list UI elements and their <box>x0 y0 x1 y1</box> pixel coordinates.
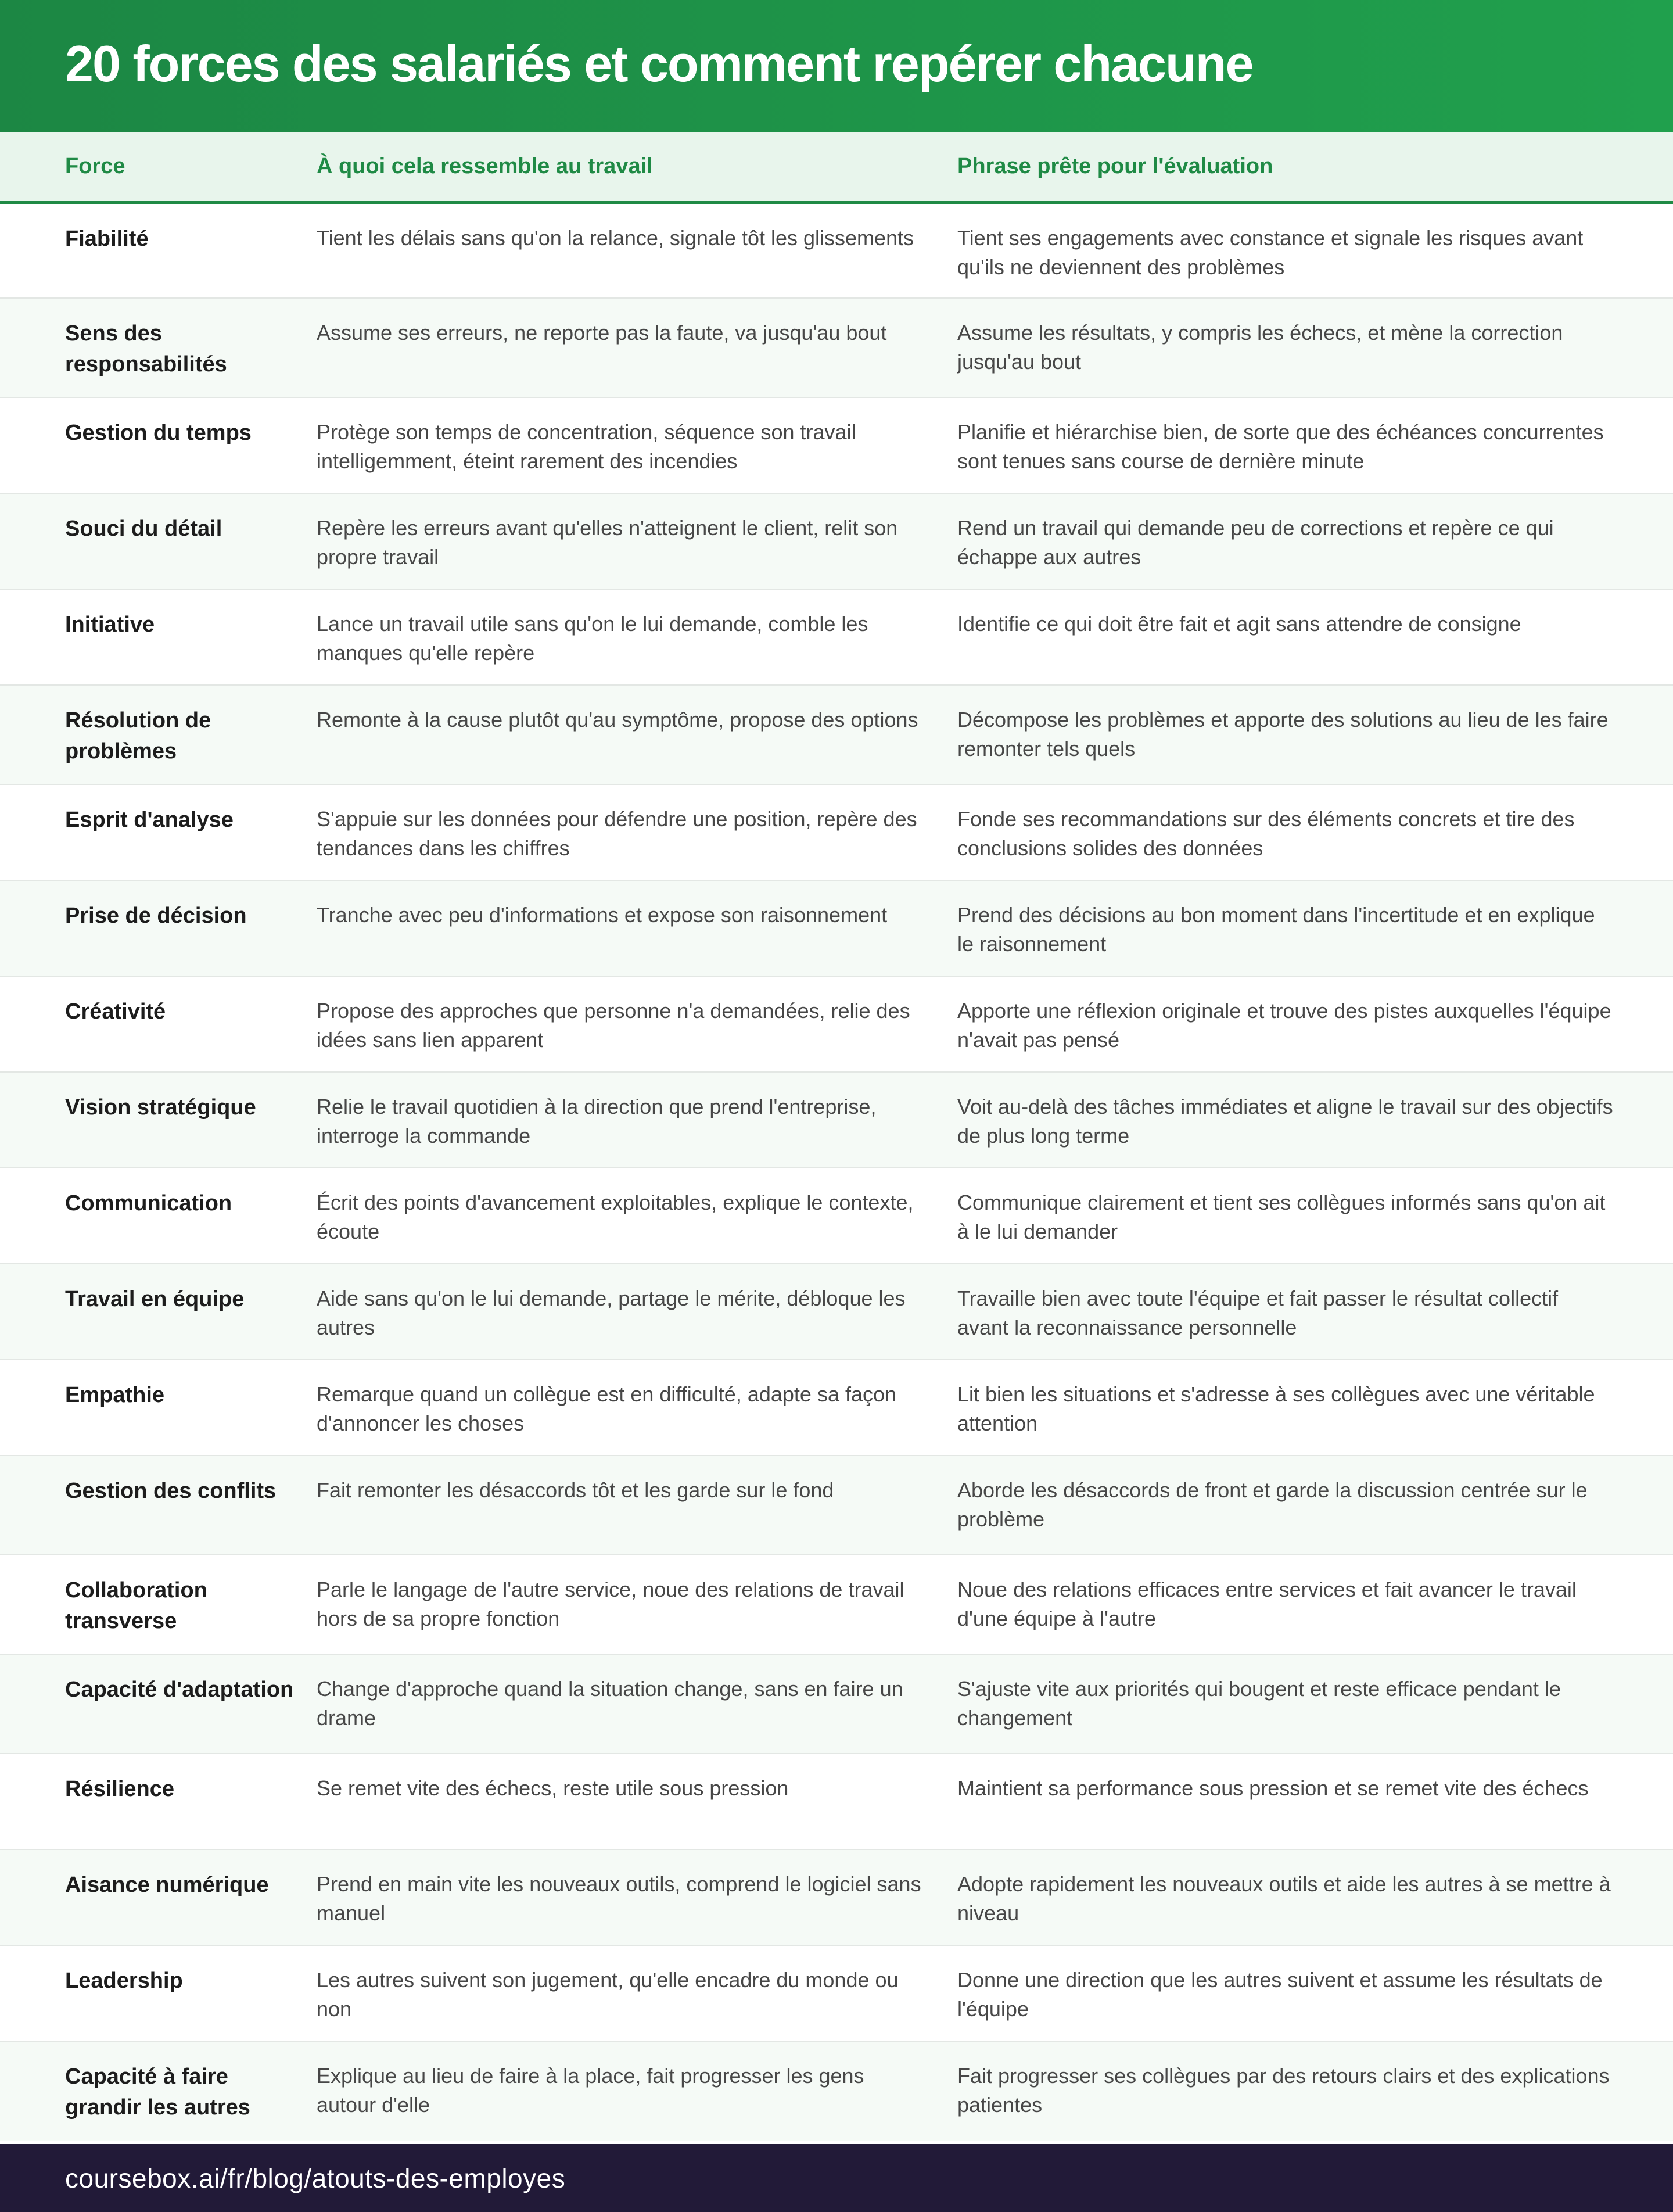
cell-work-behavior: Les autres suivent son jugement, qu'elle encadre du monde ou non <box>317 1968 899 2021</box>
cell-work-behavior: Change d'approche quand la situation change, sans en faire un drame <box>317 1677 903 1730</box>
cell-work-behavior: Relie le travail quotidien à la direction que prend l'entreprise, interroge la commande <box>317 1095 877 1148</box>
table-row <box>0 2041 1673 2141</box>
cell-force: Gestion des conflits <box>65 1479 277 1503</box>
cell-review-phrase: Tient ses engagements avec constance et signale les risques avant qu'ils ne deviennent des problèmes <box>957 225 1584 279</box>
cell-work-behavior: Explique au lieu de faire à la place, fait progresser les gens autour d'elle <box>317 2064 864 2117</box>
page-header <box>0 0 1673 132</box>
cell-review-phrase: Adopte rapidement les nouveaux outils et aide les autres à se mettre à niveau <box>957 1872 1611 1925</box>
column-header-review-phrase: Phrase prête pour l'évaluation <box>957 154 1273 179</box>
table-row <box>0 976 1673 1072</box>
page-title: 20 forces des salariés et comment repérer chacune <box>65 35 1253 92</box>
cell-force: Souci du détail <box>65 517 222 541</box>
cell-review-phrase: Assume les résultats, y compris les échecs, et mène la correction jusqu'au bout <box>957 321 1563 374</box>
table-row <box>0 1654 1673 1754</box>
column-header-force: Force <box>65 154 125 179</box>
cell-review-phrase: Décompose les problèmes et apporte des solutions au lieu de les faire remonter tels quels <box>957 708 1609 761</box>
table-row <box>0 880 1673 976</box>
cell-work-behavior: Repère les erreurs avant qu'elles n'atteignent le client, relit son propre travail <box>317 516 898 569</box>
table-row <box>0 298 1673 397</box>
cell-review-phrase: Rend un travail qui demande peu de corrections et repère ce qui échappe aux autres <box>957 516 1554 569</box>
cell-work-behavior: Se remet vite des échecs, reste utile sous pression <box>317 1776 789 1800</box>
cell-work-behavior: Tranche avec peu d'informations et expose son raisonnement <box>317 903 888 927</box>
cell-work-behavior: Aide sans qu'on le lui demande, partage le mérite, débloque les autres <box>317 1286 906 1339</box>
cell-force: Créativité <box>65 999 166 1024</box>
cell-work-behavior: Assume ses erreurs, ne reporte pas la faute, va jusqu'au bout <box>317 321 887 345</box>
cell-work-behavior: Fait remonter les désaccords tôt et les garde sur le fond <box>317 1478 834 1502</box>
cell-review-phrase: Maintient sa performance sous pression et se remet vite des échecs <box>957 1776 1589 1800</box>
table-row <box>0 1945 1673 2041</box>
table-header-row <box>0 132 1673 202</box>
table-row <box>0 1168 1673 1264</box>
table-row <box>0 589 1673 685</box>
cell-review-phrase: Prend des décisions au bon moment dans l'incertitude et en explique le raisonnement <box>957 903 1595 956</box>
strengths-table <box>0 132 1673 2141</box>
cell-review-phrase: Fonde ses recommandations sur des éléments concrets et tire des conclusions solides des données <box>957 807 1575 860</box>
cell-review-phrase: Planifie et hiérarchise bien, de sorte que des échéances concurrentes sont tenues sans course de dernière minute <box>957 420 1604 473</box>
cell-force: Empathie <box>65 1383 165 1407</box>
cell-review-phrase: Noue des relations efficaces entre services et fait avancer le travail d'une équipe à l'autre <box>957 1578 1577 1630</box>
cell-review-phrase: Voit au-delà des tâches immédiates et aligne le travail sur des objectifs de plus long terme <box>957 1095 1613 1148</box>
cell-force: Prise de décision <box>65 904 247 928</box>
cell-force: Sens des responsabilités <box>65 321 227 377</box>
cell-work-behavior: Lance un travail utile sans qu'on le lui demande, comble les manques qu'elle repère <box>317 612 868 665</box>
column-header-work-behavior: À quoi cela ressemble au travail <box>317 154 653 179</box>
table-row <box>0 397 1673 493</box>
table-row <box>0 1754 1673 1849</box>
cell-work-behavior: Parle le langage de l'autre service, noue des relations de travail hors de sa propre fonction <box>317 1578 904 1630</box>
cell-force: Vision stratégique <box>65 1095 256 1120</box>
cell-review-phrase: Donne une direction que les autres suivent et assume les résultats de l'équipe <box>957 1968 1603 2021</box>
cell-force: Gestion du temps <box>65 421 252 445</box>
table-row <box>0 493 1673 589</box>
cell-review-phrase: Lit bien les situations et s'adresse à ses collègues avec une véritable attention <box>957 1382 1595 1435</box>
table-row <box>0 685 1673 784</box>
cell-review-phrase: Travaille bien avec toute l'équipe et fait passer le résultat collectif avant la reconnaissance personnelle <box>957 1286 1559 1339</box>
cell-force: Capacité à faire grandir les autres <box>65 2064 250 2120</box>
cell-review-phrase: S'ajuste vite aux priorités qui bougent et reste efficace pendant le changement <box>957 1677 1561 1730</box>
table-row <box>0 1072 1673 1168</box>
cell-force: Leadership <box>65 1969 183 1993</box>
cell-force: Aisance numérique <box>65 1873 269 1897</box>
table-row <box>0 202 1673 298</box>
table-row <box>0 784 1673 880</box>
cell-work-behavior: Prend en main vite les nouveaux outils, comprend le logiciel sans manuel <box>317 1872 921 1925</box>
cell-force: Collaboration transverse <box>65 1578 207 1633</box>
cell-force: Résilience <box>65 1777 174 1801</box>
cell-work-behavior: Remonte à la cause plutôt qu'au symptôme, propose des options <box>317 708 918 732</box>
cell-work-behavior: Écrit des points d'avancement exploitables, explique le contexte, écoute <box>317 1191 914 1243</box>
table-row <box>0 1455 1673 1555</box>
cell-work-behavior: Propose des approches que personne n'a demandées, relie des idées sans lien apparent <box>317 999 910 1052</box>
strengths-table-container <box>0 132 1673 2141</box>
footer-url[interactable]: coursebox.ai/fr/blog/atouts-des-employes <box>65 2163 566 2193</box>
cell-force: Initiative <box>65 612 155 637</box>
table-row <box>0 1360 1673 1455</box>
cell-work-behavior: S'appuie sur les données pour défendre une position, repère des tendances dans les chiffres <box>317 807 917 860</box>
page-footer <box>0 2144 1673 2212</box>
cell-force: Résolution de problèmes <box>65 708 211 763</box>
cell-review-phrase: Aborde les désaccords de front et garde la discussion centrée sur le problème <box>957 1478 1588 1531</box>
cell-review-phrase: Communique clairement et tient ses collègues informés sans qu'on ait à le lui demander <box>957 1191 1606 1243</box>
cell-review-phrase: Fait progresser ses collègues par des retours clairs et des explications patientes <box>957 2064 1610 2117</box>
cell-force: Fiabilité <box>65 226 149 251</box>
cell-work-behavior: Protège son temps de concentration, séquence son travail intelligemment, éteint rarement des incendies <box>317 420 856 473</box>
cell-force: Capacité d'adaptation <box>65 1677 294 1702</box>
table-row <box>0 1849 1673 1945</box>
table-row <box>0 1264 1673 1360</box>
cell-force: Travail en équipe <box>65 1287 245 1311</box>
cell-force: Esprit d'analyse <box>65 808 234 832</box>
cell-review-phrase: Identifie ce qui doit être fait et agit sans attendre de consigne <box>957 612 1521 636</box>
cell-work-behavior: Tient les délais sans qu'on la relance, signale tôt les glissements <box>317 225 914 250</box>
table-body <box>0 202 1673 2141</box>
cell-review-phrase: Apporte une réflexion originale et trouve des pistes auxquelles l'équipe n'avait pas pensé <box>957 999 1611 1052</box>
cell-work-behavior: Remarque quand un collègue est en difficulté, adapte sa façon d'annoncer les choses <box>317 1382 897 1435</box>
table-header <box>0 132 1673 202</box>
table-row <box>0 1555 1673 1654</box>
cell-force: Communication <box>65 1191 232 1216</box>
